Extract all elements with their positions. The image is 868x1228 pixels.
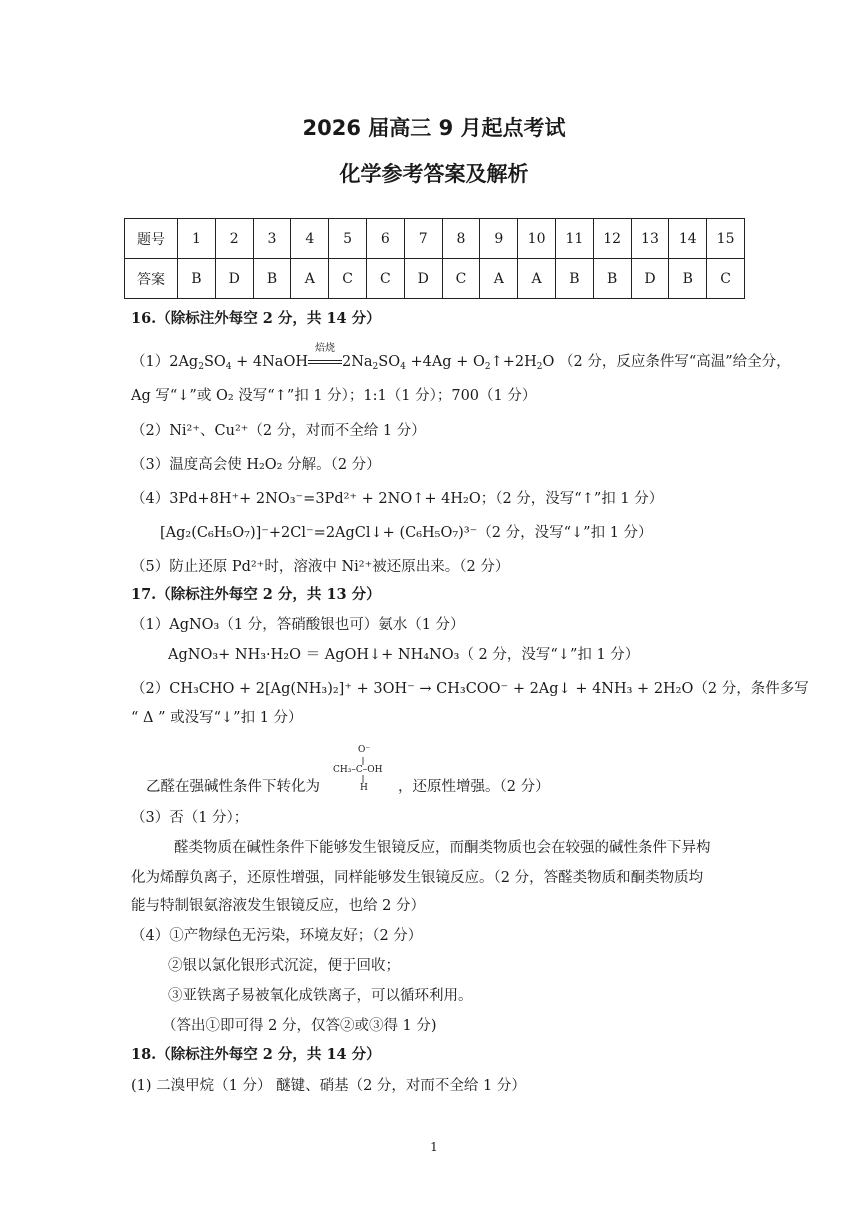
q17-part2-text-pre: 乙醛在强碱性条件下转化为: [146, 779, 320, 795]
q16-part4b: [Ag₂(C₆H₅O₇)]⁻+2Cl⁻=2AgCl↓+ (C₆H₅O₇)³⁻（2 分，没写“↓”扣 1 分）: [160, 525, 653, 541]
answer-cell: B: [253, 259, 291, 299]
q17-part4-note: （答出①即可得 2 分，仅答②或③得 1 分): [162, 1018, 437, 1034]
answer-cell: D: [215, 259, 253, 299]
structure-top: O⁻: [358, 745, 371, 755]
q16-part4a: （4）3Pd+8H⁺+ 2NO₃⁻=3Pd²⁺ + 2NO↑+ 4H₂O；（2 分，没写“↑”扣 1 分）: [131, 491, 664, 507]
question-number-cell: 10: [518, 219, 556, 259]
q16-part1-note: Ag 写“↓”或 O₂ 没写“↑”扣 1 分）；1:1（1 分）；700（1 分）: [131, 388, 537, 404]
table-row: [125, 259, 745, 299]
answer-cell: C: [707, 259, 745, 299]
answer-cell: D: [404, 259, 442, 299]
q17-part4-item3: ③亚铁离子易被氧化成铁离子，可以循环利用。: [168, 988, 473, 1004]
eq-text: O （2 分，反应条件写“高温”给全分，: [542, 354, 791, 370]
q18-part1: (1) 二溴甲烷（1 分） 醚键、硝基（2 分，对而不全给 1 分）: [131, 1078, 526, 1094]
answer-cell: A: [480, 259, 518, 299]
question-number-cell: 1: [178, 219, 216, 259]
answer-cell: B: [669, 259, 707, 299]
eq-text: （1）2Ag: [131, 354, 199, 370]
q17-part4-item2: ②银以氯化银形式沉淀，便于回收；: [168, 958, 400, 974]
question-number-cell: 14: [669, 219, 707, 259]
q18-header: 18.（除标注外每空 2 分，共 14 分）: [131, 1046, 381, 1063]
q16-part1-equation: $(1)2Ag_2SO_4$ + 4NaOH 焙烧 $2Na_2SO_4 +4Ag$ + $O_2↑+2H_2O$ （2 分，反应条件写“高温”给全分，: [131, 352, 791, 377]
reaction-condition: [308, 343, 342, 372]
answer-cell: A: [518, 259, 556, 299]
question-number-cell: 13: [631, 219, 669, 259]
question-number-cell: 4: [291, 219, 329, 259]
answer-cell: A: [291, 259, 329, 299]
q17-part3: （3）否（1 分）；: [131, 810, 249, 826]
answer-cell: C: [329, 259, 367, 299]
eq-text: + 4NaOH: [231, 354, 308, 370]
hydrate-anion-structure: [333, 745, 393, 793]
q17-part2-note: “ Δ ” 或没写“↓”扣 1 分）: [131, 710, 303, 726]
q17-part4: （4）①产物绿色无污染，环境友好；（2 分）: [131, 928, 423, 944]
condition-label: 焙烧: [314, 343, 335, 354]
eq-text: ↑+2H: [490, 354, 537, 370]
question-number-cell: 5: [329, 219, 367, 259]
q17-part1: （1）AgNO₃（1 分，答硝酸银也可）氨水（1 分）: [131, 617, 465, 633]
eq-text: SO: [203, 354, 226, 370]
eq-text: 2Na: [341, 354, 373, 370]
answer-cell: B: [178, 259, 216, 299]
question-number-cell: 11: [555, 219, 593, 259]
answer-table: [124, 218, 745, 299]
structure-bottom: H: [360, 783, 368, 793]
q17-header: 17.（除标注外每空 2 分，共 13 分）: [131, 586, 381, 603]
answer-cell: D: [631, 259, 669, 299]
eq-text: SO: [378, 354, 401, 370]
page-number: 1: [430, 1140, 438, 1154]
q16-part5: （5）防止还原 Pd²⁺时，溶液中 Ni²⁺被还原出来。（2 分）: [131, 559, 510, 575]
exam-title: 2026 届高三 9 月起点考试: [302, 116, 566, 140]
q17-part2-text-post: ，还原性增强。（2 分）: [398, 779, 550, 795]
answer-cell: B: [593, 259, 631, 299]
q17-part2-equation: （2）CH₃CHO + 2[Ag(NH₃)₂]⁺ + 3OH⁻ → CH₃COO⁻ + 2Ag↓ + 4NH₃ + 2H₂O（2 分，条件多写: [131, 681, 809, 697]
q17-part3-line2: 化为烯醇负离子，还原性增强，同样能够发生银镜反应。（2 分，答醛类物质和酮类物质均: [131, 870, 704, 886]
q17-part3-line3: 能与特制银氨溶液发生银镜反应，也给 2 分）: [131, 898, 425, 914]
q17-part1-equation: AgNO₃+ NH₃·H₂O ＝ AgOH↓+ NH₄NO₃（ 2 分，没写“↓”扣 1 分）: [168, 647, 640, 663]
answer-cell: B: [555, 259, 593, 299]
answer-cell: C: [366, 259, 404, 299]
question-number-cell: 6: [366, 219, 404, 259]
eq-text: +4Ag + O: [405, 354, 485, 370]
question-number-cell: 8: [442, 219, 480, 259]
question-number-cell: 7: [404, 219, 442, 259]
double-arrow-bar: [308, 360, 342, 364]
question-number-cell: 3: [253, 219, 291, 259]
question-number-cell: 2: [215, 219, 253, 259]
exam-subtitle: 化学参考答案及解析: [339, 162, 529, 186]
q16-part2: （2）Ni²⁺、Cu²⁺（2 分，对而不全给 1 分）: [131, 423, 426, 439]
table-header-cell: 题号: [125, 219, 178, 259]
table-row: [125, 219, 745, 259]
table-header-cell: 答案: [125, 259, 178, 299]
question-number-cell: 9: [480, 219, 518, 259]
question-number-cell: 15: [707, 219, 745, 259]
q16-part3: （3）温度高会使 H₂O₂ 分解。（2 分）: [131, 457, 381, 473]
q17-part3-line1: 醛类物质在碱性条件下能够发生银镜反应，而酮类物质也会在较强的碱性条件下异构: [174, 840, 711, 856]
structure-middle: CH₃–C–OH: [333, 765, 383, 775]
question-number-cell: 12: [593, 219, 631, 259]
q16-header: 16.（除标注外每空 2 分，共 14 分）: [131, 310, 381, 327]
answer-cell: C: [442, 259, 480, 299]
